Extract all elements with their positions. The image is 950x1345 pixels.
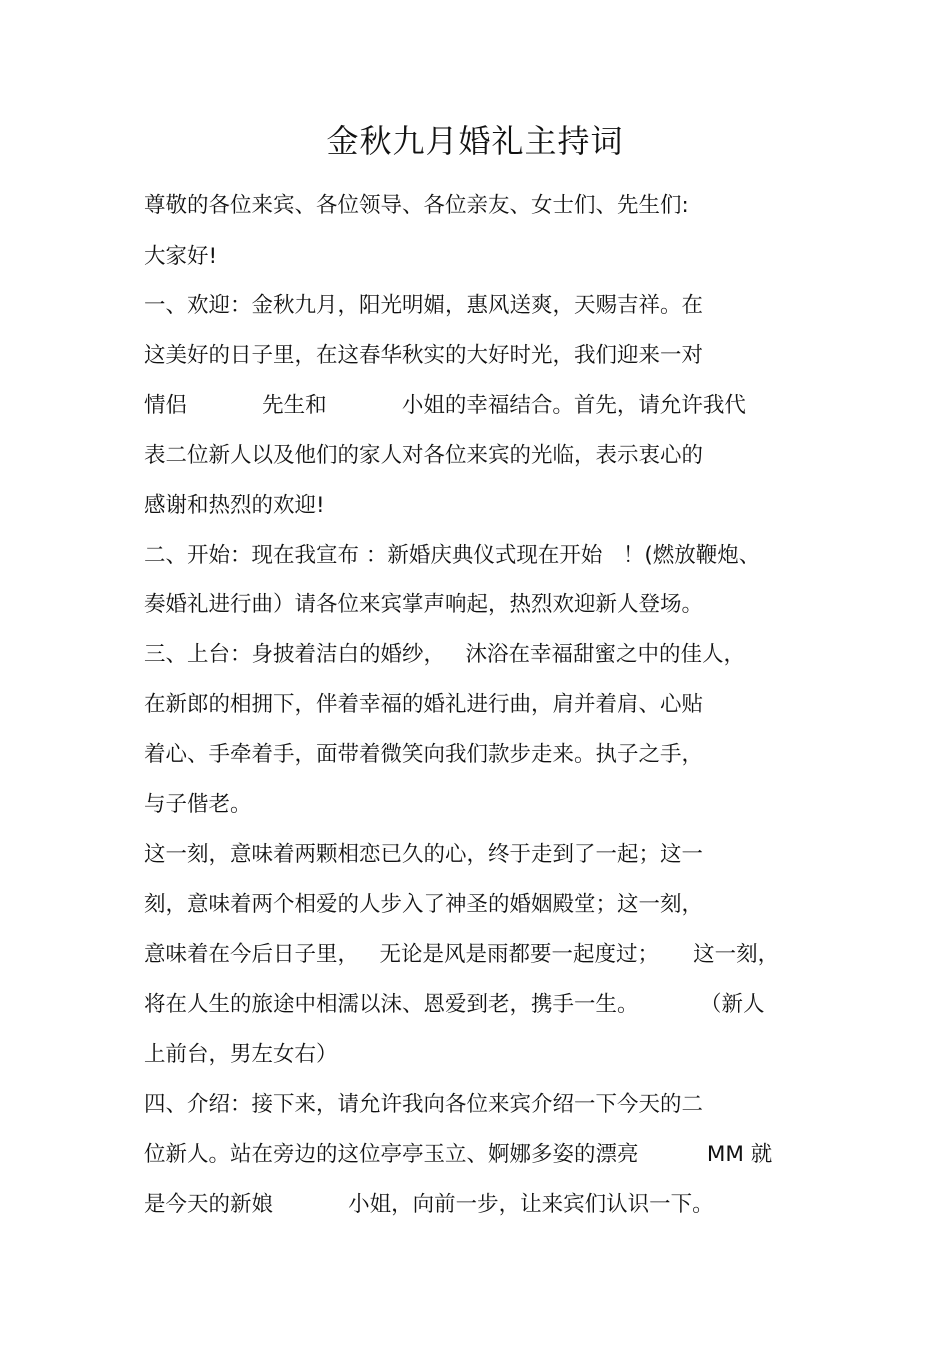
paragraph-line: 这一刻，意味着两颗相恋已久的心，终于走到了一起；这一 xyxy=(144,842,704,867)
paragraph-line: 是今天的新娘 小姐，向前一步，让来宾们认识一下。 xyxy=(144,1192,714,1217)
paragraph-line: 大家好! xyxy=(144,244,218,269)
paragraph-line: 表二位新人以及他们的家人对各位来宾的光临，表示衷心的 xyxy=(144,443,704,468)
paragraph-line: 将在人生的旅途中相濡以沫、恩爱到老，携手一生。 （新人 xyxy=(144,992,765,1017)
paragraph-line: 着心、手牵着手，面带着微笑向我们款步走来。执子之手， xyxy=(144,742,704,767)
paragraph-line: 二、开始：现在我宣布 ：新婚庆典仪式现在开始 ！(燃放鞭炮、 xyxy=(144,543,761,568)
paragraph-line: 四、介绍：接下来，请允许我向各位来宾介绍一下今天的二 xyxy=(144,1092,704,1117)
paragraph-line: 在新郎的相拥下，伴着幸福的婚礼进行曲，肩并着肩、心贴 xyxy=(144,692,704,717)
paragraph-line: 奏婚礼进行曲）请各位来宾掌声响起，热烈欢迎新人登场。 xyxy=(144,592,704,617)
paragraph-line: 尊敬的各位来宾、各位领导、各位亲友、女士们、先生们: xyxy=(144,193,689,218)
document-title: 金秋九月婚礼主持词 xyxy=(326,122,624,160)
paragraph-line: 上前台，男左女右） xyxy=(144,1042,338,1067)
paragraph-line: 一、欢迎：金秋九月，阳光明媚，惠风送爽，天赐吉祥。在 xyxy=(144,293,704,318)
paragraph-line: 与子偕老。 xyxy=(144,792,252,817)
paragraph-line: 感谢和热烈的欢迎! xyxy=(144,493,325,518)
paragraph-line: 情侣 先生和 小姐的幸福结合。首先，请允许我代 xyxy=(144,393,746,418)
paragraph-line: 位新人。站在旁边的这位亭亭玉立、婀娜多姿的漂亮 MM 就 xyxy=(144,1142,773,1167)
paragraph-line: 三、上台：身披着洁白的婚纱， 沐浴在幸福甜蜜之中的佳人， xyxy=(144,642,746,667)
paragraph-line: 这美好的日子里，在这春华秋实的大好时光，我们迎来一对 xyxy=(144,343,704,368)
paragraph-line: 刻，意味着两个相爱的人步入了神圣的婚姻殿堂；这一刻， xyxy=(144,892,704,917)
paragraph-line: 意味着在今后日子里， 无论是风是雨都要一起度过； 这一刻， xyxy=(144,942,780,967)
